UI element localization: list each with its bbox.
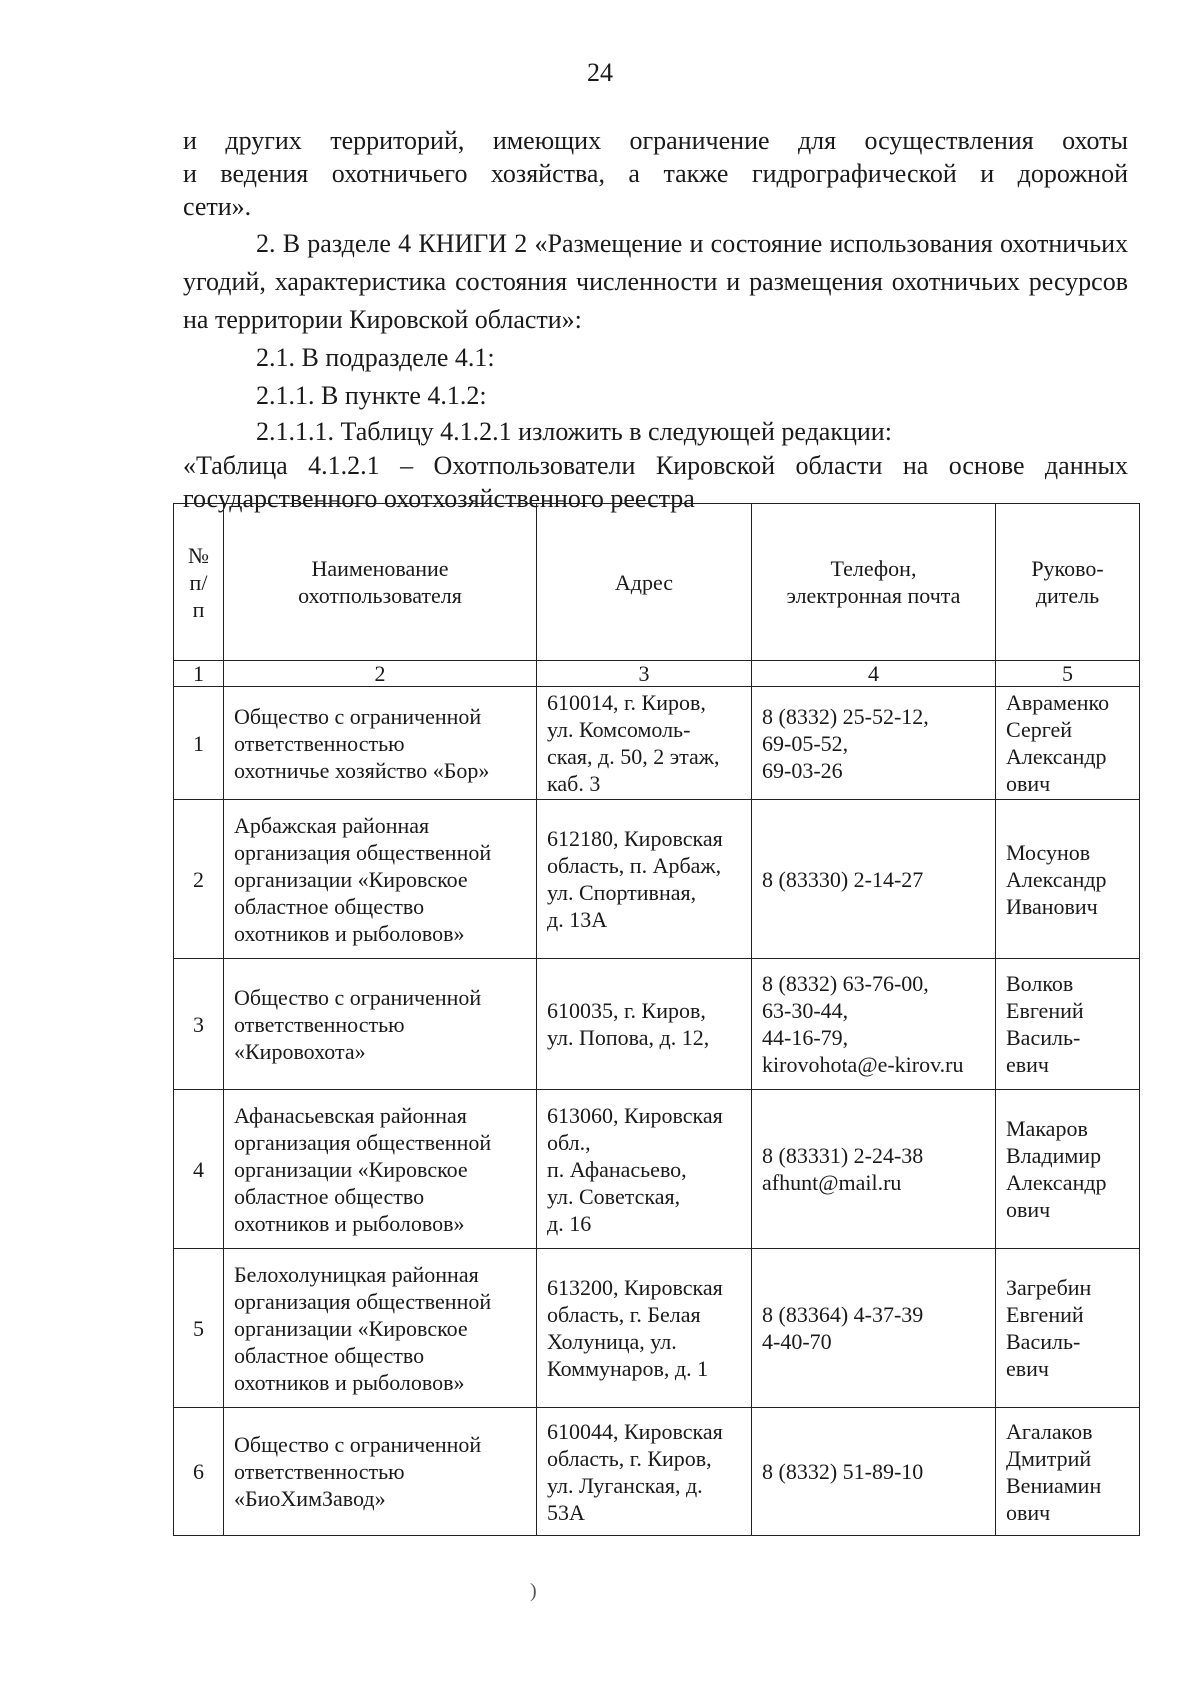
cell-line: 8 (8332) 63-76-00,	[762, 971, 929, 996]
cell-line: Вениамин	[1006, 1472, 1102, 1498]
row-director	[996, 1249, 1140, 1408]
cell-line: Василь-	[1006, 1329, 1081, 1354]
row-director	[996, 687, 1140, 800]
header-director	[996, 504, 1140, 661]
cell-line: областное общество	[234, 893, 425, 919]
table-caption: «Таблица 4.1.2.1 – Охотпользователи Кировской области на основе данных государственного охотхозяйственного реестра	[183, 451, 1128, 513]
column-number: 5	[996, 661, 1140, 687]
row-name	[224, 800, 537, 959]
table-header-row	[174, 504, 1140, 661]
row-address	[537, 1249, 752, 1408]
row-name	[224, 1090, 537, 1249]
cell-line: ович	[1006, 1197, 1051, 1222]
cell-line: организации «Кировское	[234, 1315, 468, 1341]
cell-line: Арбажская районная	[234, 812, 430, 838]
page-number: 24	[587, 58, 613, 87]
row-phone	[752, 800, 996, 959]
cell-line: 8 (83331) 2-24-38	[762, 1143, 924, 1168]
cell-line: ответственностью	[234, 1459, 405, 1484]
cell-line: евич	[1006, 1052, 1049, 1077]
row-director	[996, 1408, 1140, 1536]
cell-line: организация общественной	[234, 1129, 492, 1155]
cell-line: д. 13А	[547, 907, 608, 932]
cell-line: 613200, Кировская	[547, 1275, 723, 1300]
row-director	[996, 1090, 1140, 1249]
cell-line: каб. 3	[547, 771, 601, 796]
cell-line: п/	[189, 569, 208, 595]
row-number: 1	[174, 687, 224, 800]
cell-line: организации «Кировское	[234, 1156, 468, 1182]
cell-line: 4-40-70	[762, 1329, 832, 1354]
row-number: 3	[174, 959, 224, 1090]
cell-line: Агалаков	[1006, 1418, 1093, 1444]
cell-line: 610014, г. Киров,	[547, 690, 706, 715]
cell-line: организация общественной	[234, 1288, 492, 1314]
table-row	[174, 1090, 1140, 1249]
cell-line: Василь-	[1006, 1025, 1081, 1050]
cell-line: ул. Спортивная,	[547, 880, 697, 905]
cell-line: охотников и рыболовов»	[234, 1369, 465, 1395]
cell-line: ул. Попова, д. 12,	[547, 1025, 710, 1050]
column-number-row	[174, 661, 1140, 687]
header-name	[224, 504, 537, 661]
cell-line: ович	[1006, 1499, 1051, 1525]
cell-line: ул. Луганская, д.	[547, 1472, 703, 1498]
footer-mark: )	[530, 1580, 537, 1602]
cell-line: ул. Комсомоль-	[547, 717, 691, 742]
cell-line: Евгений	[1006, 998, 1084, 1023]
row-name	[224, 1408, 537, 1536]
cell-line: область, п. Арбаж,	[547, 853, 722, 878]
cell-line: дитель	[1035, 583, 1100, 608]
cell-line: охотников и рыболовов»	[234, 920, 465, 946]
row-name	[224, 1249, 537, 1408]
cell-line: областное общество	[234, 1342, 425, 1368]
column-number: 1	[174, 661, 224, 687]
cell-line: Общество с ограниченной	[234, 984, 482, 1010]
cell-line: 8 (8332) 25-52-12,	[762, 703, 929, 729]
cell-line: Общество с ограниченной	[234, 1432, 482, 1457]
table-row	[174, 687, 1140, 800]
cell-line: организации «Кировское	[234, 866, 468, 892]
row-name	[224, 687, 537, 800]
cell-line: Евгений	[1006, 1302, 1084, 1327]
cell-line: 8 (83330) 2-14-27	[762, 866, 924, 892]
cell-line: Адрес	[614, 569, 674, 595]
cell-line: ответственностью	[234, 730, 405, 756]
cell-line: «БиоХимЗавод»	[234, 1486, 386, 1511]
hunters-table	[173, 503, 1140, 1536]
cell-line: Волков	[1006, 971, 1074, 996]
cell-line: Коммунаров, д. 1	[547, 1356, 709, 1381]
table-row	[174, 959, 1140, 1090]
cell-line: Александр	[1006, 1170, 1107, 1195]
intro-line-2: и ведения охотничьего хозяйства, а также гидрографической и дорожной	[183, 159, 1128, 188]
row-address	[537, 800, 752, 959]
subsection-2-1-1: 2.1.1. В пункте 4.1.2:	[256, 381, 487, 410]
header-phone	[752, 504, 996, 661]
cell-line: 610035, г. Киров,	[547, 998, 706, 1023]
row-phone	[752, 1090, 996, 1249]
cell-line: №	[188, 542, 209, 568]
row-phone	[752, 1408, 996, 1536]
row-name	[224, 959, 537, 1090]
cell-line: Мосунов	[1006, 839, 1091, 865]
column-number: 3	[537, 661, 752, 687]
cell-line: Наименование	[311, 556, 449, 581]
document-body	[183, 124, 1128, 515]
row-address	[537, 1408, 752, 1536]
cell-line: электронная почта	[786, 583, 961, 608]
cell-line: Руково-	[1031, 556, 1104, 581]
cell-line: евич	[1006, 1356, 1049, 1381]
cell-line: охотников и рыболовов»	[234, 1210, 465, 1236]
cell-line: Афанасьевская районная	[234, 1102, 467, 1128]
cell-line: ответственностью	[234, 1011, 405, 1037]
cell-line: Иванович	[1006, 893, 1098, 919]
cell-line: ская, д. 50, 2 этаж,	[547, 744, 720, 769]
cell-line: 69-05-52,	[762, 730, 849, 756]
cell-line: организация общественной	[234, 839, 492, 865]
table-row	[174, 1249, 1140, 1408]
cell-line: область, г. Белая	[547, 1302, 701, 1327]
cell-line: 610044, Кировская	[547, 1418, 723, 1444]
cell-line: Сергей	[1006, 717, 1072, 742]
cell-line: Общество с ограниченной	[234, 703, 482, 729]
table-row	[174, 1408, 1140, 1536]
cell-line: ович	[1006, 771, 1051, 796]
subsection-2-1: 2.1. В подразделе 4.1:	[256, 343, 495, 372]
header-address	[537, 504, 752, 661]
intro-line-1: и других территорий, имеющих ограничение для осуществления охоты	[183, 126, 1128, 155]
cell-line: областное общество	[234, 1183, 425, 1209]
table-row	[174, 800, 1140, 959]
cell-line: 44-16-79,	[762, 1025, 849, 1050]
cell-line: Макаров	[1006, 1116, 1088, 1141]
cell-line: Владимир	[1006, 1143, 1102, 1168]
cell-line: охотпользователя	[298, 583, 462, 608]
row-address	[537, 1090, 752, 1249]
cell-line: Александр	[1006, 866, 1107, 892]
cell-line: 613060, Кировская	[547, 1102, 723, 1128]
cell-line: Белохолуницкая районная	[234, 1261, 479, 1287]
row-number: 2	[174, 800, 224, 959]
cell-line: область, г. Киров,	[547, 1445, 712, 1471]
cell-line: Холуница, ул.	[547, 1329, 677, 1354]
cell-line: kirovohota@e-kirov.ru	[762, 1052, 964, 1077]
cell-line: ул. Советская,	[547, 1183, 681, 1209]
cell-line: обл.,	[547, 1129, 591, 1155]
row-number: 6	[174, 1408, 224, 1536]
cell-line: 53А	[547, 1499, 585, 1525]
cell-line: Телефон,	[830, 556, 917, 581]
row-director	[996, 800, 1140, 959]
row-address	[537, 959, 752, 1090]
cell-line: 8 (83364) 4-37-39	[762, 1302, 924, 1327]
cell-line: Дмитрий	[1006, 1445, 1092, 1471]
column-number: 2	[224, 661, 537, 687]
column-number: 4	[752, 661, 996, 687]
row-phone	[752, 959, 996, 1090]
cell-line: afhunt@mail.ru	[762, 1170, 902, 1195]
cell-line: Загребин	[1006, 1275, 1092, 1300]
cell-line: 63-30-44,	[762, 998, 849, 1023]
cell-line: Александр	[1006, 744, 1107, 769]
row-number: 4	[174, 1090, 224, 1249]
subsection-2-1-1-1: 2.1.1.1. Таблицу 4.1.2.1 изложить в следующей редакции:	[256, 417, 892, 446]
row-phone	[752, 1249, 996, 1408]
cell-line: 69-03-26	[762, 757, 843, 783]
row-address	[537, 687, 752, 800]
cell-line: п. Афанасьево,	[547, 1156, 687, 1182]
row-number: 5	[174, 1249, 224, 1408]
row-director	[996, 959, 1140, 1090]
cell-line: Авраменко	[1006, 690, 1110, 715]
cell-line: 612180, Кировская	[547, 826, 723, 851]
cell-line: охотничье хозяйство «Бор»	[234, 757, 490, 783]
cell-line: д. 16	[547, 1210, 592, 1236]
intro-line-3: сети».	[183, 192, 252, 221]
section-2-paragraph: 2. В разделе 4 КНИГИ 2 «Размещение и состояние использования охотничьих угодий, характеристика состояния численности и размещения охотничьих ресурсов на территории Кировской области»:	[183, 229, 1128, 334]
cell-line: «Кировохота»	[234, 1038, 366, 1064]
row-phone	[752, 687, 996, 800]
cell-line: п	[192, 596, 205, 622]
header-num	[174, 504, 224, 661]
cell-line: 8 (8332) 51-89-10	[762, 1459, 924, 1484]
